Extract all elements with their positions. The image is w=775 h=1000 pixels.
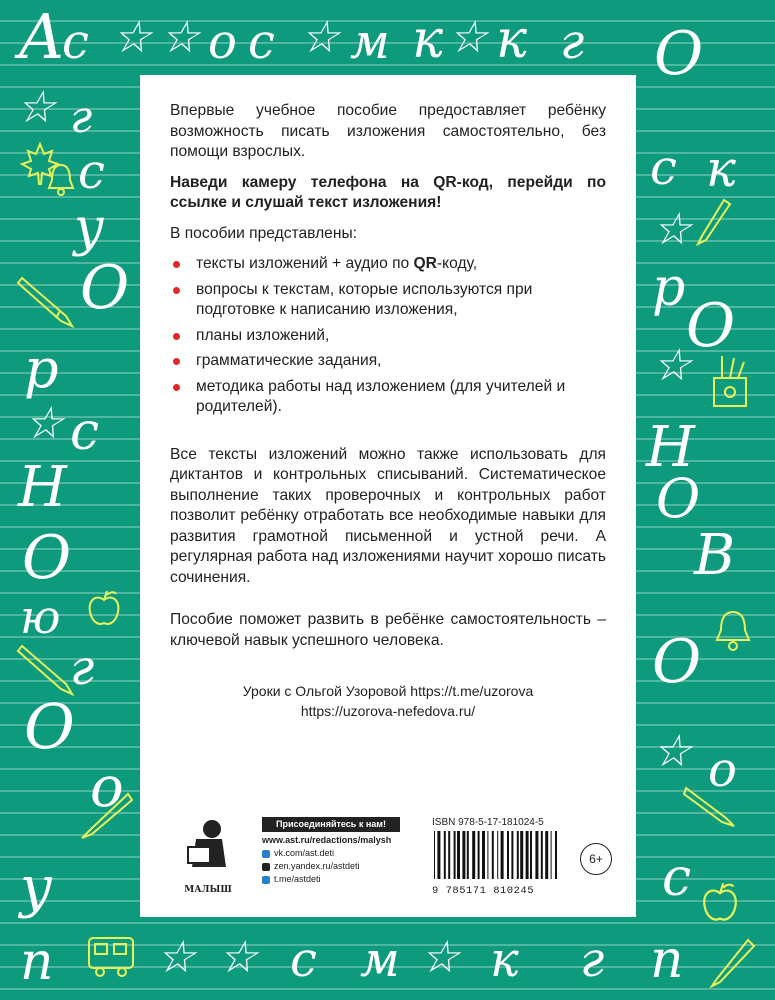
barcode-bar xyxy=(448,831,450,879)
star-icon: ☆ xyxy=(420,932,460,983)
publisher-footer xyxy=(170,817,606,897)
join-title: Присоединяйтесь к нам! xyxy=(262,817,400,832)
barcode-bar xyxy=(551,831,552,879)
intro-paragraph: Впервые учебное пособие предоставляет ребёнку возможность писать изложения самостоятельно, без помощи взрослых. xyxy=(170,102,606,160)
cursive-letter: Н xyxy=(646,415,695,480)
star-icon: ☆ xyxy=(16,82,56,133)
pencil-icon xyxy=(16,270,80,330)
cursive-letter: р xyxy=(24,337,59,400)
cursive-letter: В xyxy=(694,523,736,588)
barcode-bar xyxy=(555,831,557,879)
vk-icon xyxy=(262,850,270,858)
cursive-letter: О xyxy=(652,627,702,697)
star-icon: ☆ xyxy=(156,932,196,983)
cursive-letter: с xyxy=(70,402,100,462)
barcode-bar xyxy=(434,831,435,879)
barcode-bar xyxy=(511,831,513,879)
list-title: В пособии представлены: xyxy=(170,224,358,242)
cursive-letter: с xyxy=(62,14,89,70)
barcode-bar xyxy=(444,831,446,879)
star-icon: ☆ xyxy=(218,932,258,983)
star-icon: ☆ xyxy=(652,726,692,777)
cursive-letter: г xyxy=(70,640,95,696)
cursive-letter: г xyxy=(70,92,93,143)
telegram-link[interactable]: Уроки с Ольгой Узоровой https://t.me/uzorova xyxy=(242,683,534,699)
list-item: грамматические задания, xyxy=(170,351,606,372)
cursive-letter: ю xyxy=(20,590,61,644)
cursive-letter: м xyxy=(350,14,390,70)
barcode-bar xyxy=(520,831,523,879)
barcode-bar xyxy=(497,831,498,879)
social-link-telegram[interactable]: t.me/astdeti xyxy=(262,873,400,886)
usage-paragraph: Все тексты изложений можно также использовать для диктантов и контрольных списываний. Систематическое выполнение таких проверочных и контрольных работ позволит ребёнку отработать все необходимые навыки для развития грамотной письменной и устной речи. А регулярная работа над изложениями научит хорошо писать сочинения. xyxy=(170,445,606,586)
website-link[interactable]: https://uzorova-nefedova.ru/ xyxy=(300,703,476,719)
list-item: планы изложений, xyxy=(170,326,606,347)
bus-icon xyxy=(86,932,136,980)
barcode-bar xyxy=(454,831,456,879)
barcode xyxy=(432,831,562,881)
barcode-bar xyxy=(478,831,480,879)
barcode-bar xyxy=(437,831,440,879)
barcode-bar xyxy=(530,831,532,879)
isbn-block xyxy=(432,817,582,902)
star-icon: ☆ xyxy=(112,12,152,63)
cursive-letter: к xyxy=(496,10,528,70)
barcode-bar xyxy=(492,831,494,879)
barcode-bar xyxy=(472,831,475,879)
star-icon: ☆ xyxy=(652,204,692,255)
cursive-letter: О xyxy=(80,253,130,323)
barcode-bar xyxy=(457,831,460,879)
barcode-bar xyxy=(545,831,548,879)
social-box xyxy=(262,817,400,886)
star-icon: ☆ xyxy=(652,340,692,391)
cursive-letter: А xyxy=(18,0,65,73)
cursive-letter: с xyxy=(78,144,105,200)
barcode-bar xyxy=(517,831,519,879)
qr-instruction: Наведи камеру телефона на QR-код, перейди по ссылке и слушай текст изложения! xyxy=(170,173,606,211)
cursive-letter: с xyxy=(290,932,317,988)
cursive-letter: м xyxy=(360,932,400,988)
cursive-letter: О xyxy=(654,19,704,89)
cursive-letter: к xyxy=(706,140,736,198)
isbn-text: ISBN 978-5-17-181024-5 xyxy=(432,817,544,828)
cursive-letter: О xyxy=(22,523,72,593)
publisher-logo-text: МАЛЫШ xyxy=(184,884,232,895)
barcode-number: 9 785171 810245 xyxy=(432,885,535,897)
cursive-letter: п xyxy=(20,932,54,992)
barcode-bar xyxy=(462,831,465,879)
publisher-logo xyxy=(182,817,234,895)
barcode-bar xyxy=(541,831,543,879)
star-icon: ☆ xyxy=(24,398,64,449)
benefit-paragraph: Пособие поможет развить в ребёнке самостоятельность – ключевой навык успешного человека. xyxy=(170,611,606,649)
apple-icon xyxy=(700,880,740,924)
barcode-bar xyxy=(482,831,485,879)
cursive-letter: с xyxy=(662,848,692,908)
barcode-bar xyxy=(467,831,469,879)
cursive-letter: к xyxy=(412,10,444,70)
barcode-bar xyxy=(487,831,488,879)
age-rating-badge: 6+ xyxy=(580,843,612,875)
pencil-icon xyxy=(708,936,756,990)
cursive-letter: у xyxy=(20,855,53,920)
cursive-letter: с xyxy=(650,140,677,196)
cursive-letter: у xyxy=(74,198,105,258)
cursive-letter: г xyxy=(560,14,585,70)
boy-reading-icon xyxy=(182,817,234,873)
cursive-letter: о xyxy=(708,742,737,798)
social-link-vk[interactable]: vk.com/ast.deti xyxy=(262,847,400,860)
cursive-letter: р xyxy=(652,258,686,318)
cursive-letter: о xyxy=(90,755,124,820)
cursive-letter: О xyxy=(656,467,701,530)
content-panel xyxy=(140,75,636,917)
barcode-bar xyxy=(507,831,509,879)
cursive-letter: г xyxy=(580,932,605,988)
cursive-letter: Н xyxy=(18,455,67,520)
barcode-bar xyxy=(535,831,538,879)
pencil-icon xyxy=(694,196,734,246)
zen-icon xyxy=(262,863,270,871)
star-icon: ☆ xyxy=(300,12,340,63)
cursive-letter: с xyxy=(248,14,275,70)
bell-icon xyxy=(46,162,76,196)
bell-icon xyxy=(714,606,752,654)
cursive-letter: о xyxy=(208,14,237,70)
features-list xyxy=(170,254,606,418)
star-icon: ☆ xyxy=(160,12,200,63)
cursive-letter: О xyxy=(686,291,736,361)
publisher-site-link[interactable]: www.ast.ru/redactions/malysh xyxy=(262,835,392,845)
telegram-icon xyxy=(262,876,270,884)
social-link-zen[interactable]: zen.yandex.ru/astdeti xyxy=(262,860,400,873)
apple-icon xyxy=(86,588,122,628)
list-item: методика работы над изложением (для учителей и родителей). xyxy=(170,377,606,418)
list-item: тексты изложений + аудио по QR-коду, xyxy=(170,254,606,275)
cursive-letter: п xyxy=(650,930,684,990)
barcode-bar xyxy=(501,831,504,879)
cursive-letter: к xyxy=(490,932,519,988)
star-icon: ☆ xyxy=(448,12,488,63)
cursive-letter: О xyxy=(24,690,75,763)
barcode-bar xyxy=(526,831,529,879)
list-item: вопросы к текстам, которые используются при подготовке к написанию изложения, xyxy=(170,280,606,321)
